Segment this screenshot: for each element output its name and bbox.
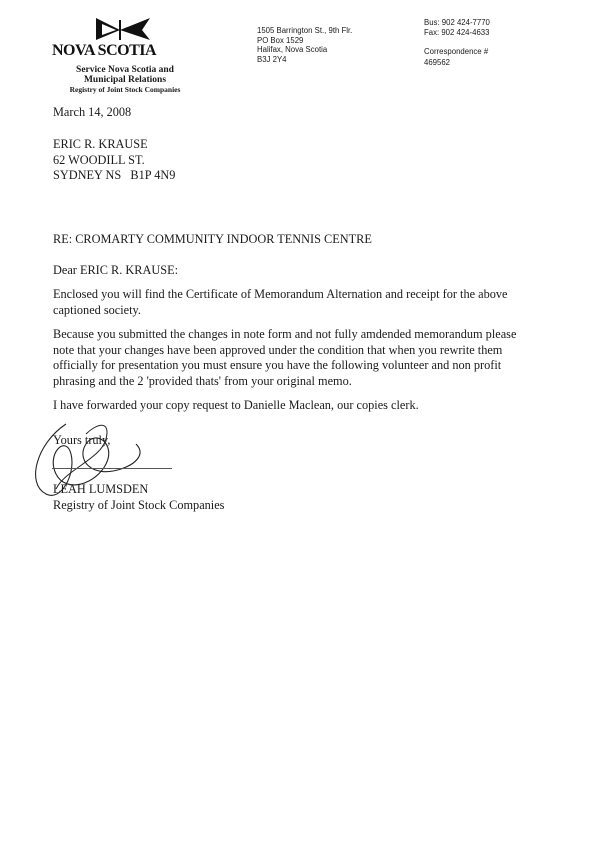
department-line-1: Service Nova Scotia and bbox=[76, 65, 174, 75]
paragraph-2-line-3: officially for presentation you must ensure you have the following volunteer and non profit bbox=[53, 358, 502, 373]
correspondence-number: 469562 bbox=[424, 58, 451, 67]
address-line-3: Halifax, Nova Scotia bbox=[257, 45, 328, 55]
paragraph-2-line-2: note that your changes have been approved under the condition that when you rewrite them bbox=[53, 342, 503, 357]
ship-flag-icon bbox=[92, 16, 152, 42]
paragraph-2-line-4: phrasing and the 2 'provided thats' from your original memo. bbox=[53, 373, 352, 388]
signer-title: Registry of Joint Stock Companies bbox=[53, 497, 225, 512]
letter-date: March 14, 2008 bbox=[53, 105, 132, 119]
fax-number: Fax: 902 424-4633 bbox=[424, 27, 490, 37]
paragraph-1-line-1: Enclosed you will find the Certificate of Memorandum Alternation and receipt for the above bbox=[53, 287, 508, 301]
paragraph-2 bbox=[53, 327, 573, 389]
signer-name: LEAH LUMSDEN bbox=[53, 482, 149, 496]
address-line-2: PO Box 1529 bbox=[257, 35, 304, 45]
recipient-city: SYDNEY NS B1P 4N9 bbox=[53, 168, 176, 183]
office-address bbox=[257, 26, 352, 64]
paragraph-1 bbox=[53, 287, 573, 318]
signer-block bbox=[53, 482, 224, 513]
registry-name: Registry of Joint Stock Companies bbox=[69, 85, 181, 94]
recipient-street: 62 WOODILL ST. bbox=[53, 152, 145, 167]
closing: Yours truly, bbox=[53, 433, 111, 447]
signature-line bbox=[52, 468, 172, 469]
paragraph-1-line-2: captioned society. bbox=[53, 302, 141, 317]
phone-number: Bus: 902 424-7770 bbox=[424, 18, 490, 27]
correspondence-label: Correspondence # bbox=[424, 47, 489, 56]
department-name bbox=[60, 65, 190, 85]
contact-numbers bbox=[424, 18, 490, 37]
recipient-name: ERIC R. KRAUSE bbox=[53, 137, 148, 151]
subject-line: RE: CROMARTY COMMUNITY INDOOR TENNIS CENTRE bbox=[53, 232, 372, 246]
paragraph-3: I have forwarded your copy request to Danielle Maclean, our copies clerk. bbox=[53, 398, 419, 412]
department-line-2: Municipal Relations bbox=[83, 75, 167, 85]
paragraph-2-line-1: Because you submitted the changes in note form and not fully amdended memorandum please bbox=[53, 327, 517, 341]
salutation: Dear ERIC R. KRAUSE: bbox=[53, 263, 179, 277]
address-line-1: 1505 Barrington St., 9th Flr. bbox=[257, 26, 353, 35]
recipient-address bbox=[53, 137, 175, 184]
address-line-4: B3J 2Y4 bbox=[257, 54, 287, 64]
logo-wordmark: NOVA SCOTIA bbox=[52, 42, 157, 59]
